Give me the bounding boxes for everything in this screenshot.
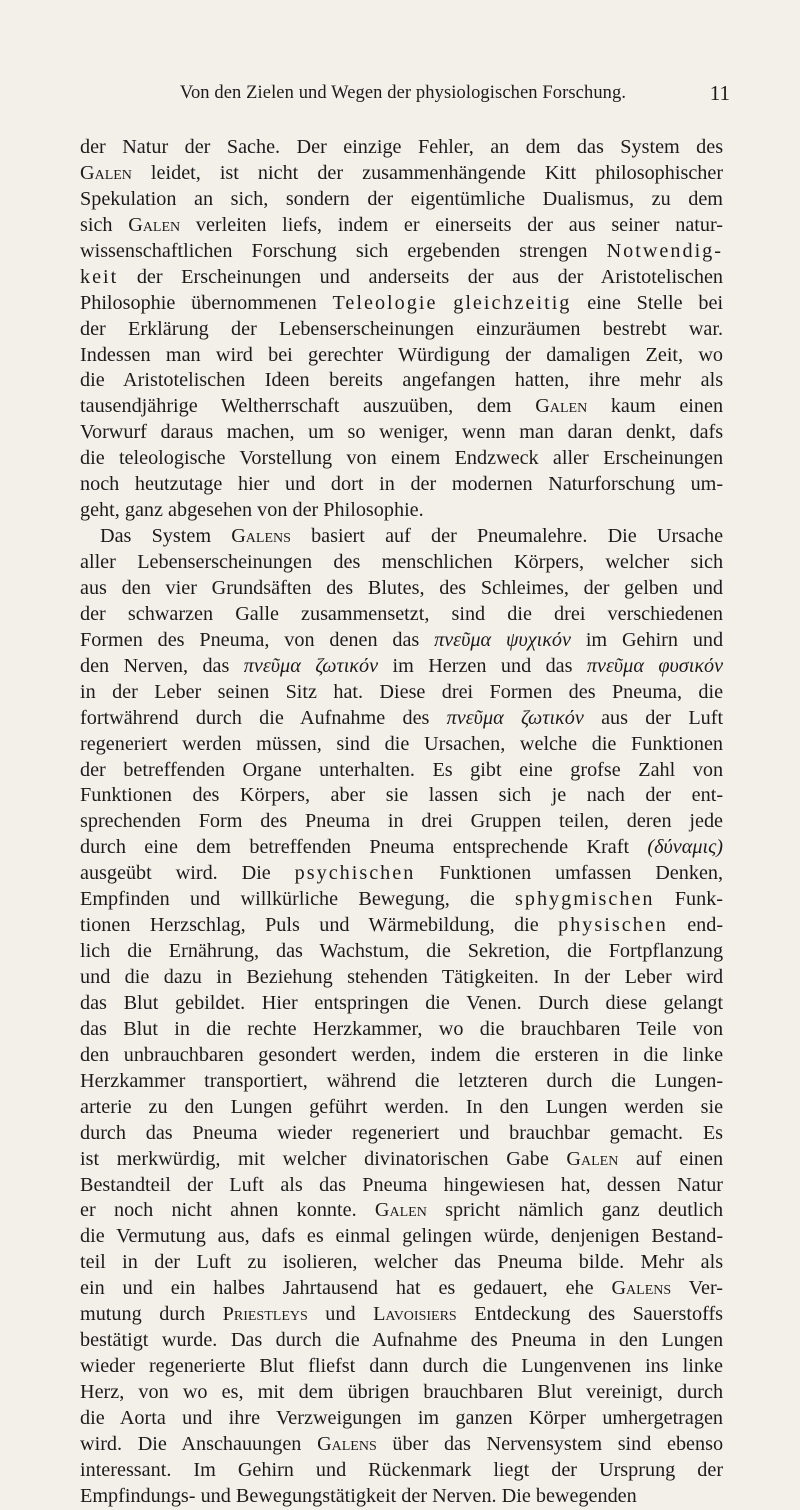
text-line: geht, ganz abgesehen von der Philosophie. — [80, 499, 424, 522]
text-line: Herz, von wo es, mit dem übrigen brauchbaren Blut vereinigt, durch — [80, 1381, 724, 1403]
text-line: die Aristotelischen Ideen bereits angefangen hatten, ihre mehr als — [80, 369, 724, 392]
text-line: interessant. Im Gehirn und Rückenmark liegt der Ursprung der — [80, 1458, 724, 1481]
text-line: wieder regenerierte Blut fliefst dann durch die Lungenvenen ins linke — [80, 1355, 724, 1378]
text-line: Herzkammer transportiert, während die letzteren durch die Lungen- — [80, 1069, 724, 1092]
text-line: der schwarzen Galle zusammensetzt, sind die drei verschiedenen — [80, 602, 724, 625]
text-line: Philosophie übernommenen Teleologie gleichzeitig eine Stelle bei — [80, 291, 724, 314]
text-line: durch eine dem betreffenden Pneuma entsprechende Kraft (δύναμις) — [80, 836, 723, 859]
text-line: Empfinden und willkürliche Bewegung, die sphygmischen Funk- — [80, 888, 724, 911]
text-line: den unbrauchbaren gesondert werden, indem die ersteren in die linke — [80, 1043, 724, 1066]
text-line: mutung durch Priestleys und Lavoisiers Entdeckung des Sauerstoffs — [80, 1303, 724, 1326]
page-number: 11 — [709, 81, 730, 105]
text-line: in der Leber seinen Sitz hat. Diese drei Formen des Pneuma, die — [80, 680, 724, 703]
text-line: ist merkwürdig, mit welcher divinatorischen Gabe Galen auf einen — [80, 1147, 724, 1170]
text-line: lich die Ernährung, das Wachstum, die Sekretion, die Fortpflanzung — [80, 940, 724, 963]
text-line: wird. Die Anschauungen Galens über das Nervensystem sind ebenso — [80, 1432, 724, 1455]
text-line: und die dazu in Beziehung stehenden Tätigkeiten. In der Leber wird — [80, 966, 724, 988]
text-line: keit der Erscheinungen und anderseits der aus der Aristotelischen — [80, 265, 724, 288]
text-line: Funktionen des Körpers, aber sie lassen sich je nach der ent- — [80, 784, 724, 807]
text-line: der Natur der Sache. Der einzige Fehler, an dem das System des — [80, 136, 724, 158]
text-line: Vorwurf daraus machen, um so weniger, wenn man daran denkt, dafs — [80, 421, 724, 444]
text-line: Formen des Pneuma, von denen das πνεῦμα ψυχικόν im Gehirn und — [80, 628, 724, 651]
text-line: arterie zu den Lungen geführt werden. In den Lungen werden sie — [80, 1095, 724, 1118]
text-line: Spekulation an sich, sondern der eigentümliche Dualismus, zu dem — [80, 187, 724, 210]
text-line: der betreffenden Organe unterhalten. Es gibt eine grofse Zahl von — [80, 758, 724, 781]
text-line: ausgeübt wird. Die psychischen Funktionen umfassen Denken, — [80, 862, 724, 885]
text-line: er noch nicht ahnen konnte. Galen spricht nämlich ganz deutlich — [80, 1199, 724, 1222]
text-line: tionen Herzschlag, Puls und Wärmebildung, die physischen end- — [80, 914, 724, 937]
text-line: sich Galen verleiten liefs, indem er einerseits der aus seiner natur- — [80, 213, 724, 236]
text-line: durch das Pneuma wieder regeneriert und brauchbar gemacht. Es — [80, 1121, 724, 1144]
text-line: die Aorta und ihre Verzweigungen im ganzen Körper umhergetragen — [80, 1406, 724, 1429]
text-line: teil in der Luft zu isolieren, welcher das Pneuma bilde. Mehr als — [80, 1251, 724, 1274]
text-line: sprechenden Form des Pneuma in drei Gruppen teilen, deren jede — [80, 810, 724, 833]
text-line: die teleologische Vorstellung von einem Endzweck aller Erscheinungen — [80, 447, 724, 470]
text-line: Galen leidet, ist nicht der zusammenhängende Kitt philosophischer — [80, 161, 724, 184]
text-line: den Nerven, das πνεῦμα ζωτικόν im Herzen und das πνεῦμα φυσικόν — [80, 654, 724, 677]
text-line: Bestandteil der Luft als das Pneuma hingewiesen hat, dessen Natur — [80, 1173, 724, 1196]
text-line: wissenschaftlichen Forschung sich ergebenden strengen Notwendig- — [80, 239, 723, 262]
text-line: Indessen man wird bei gerechter Würdigung der damaligen Zeit, wo — [80, 343, 724, 366]
text-line: Das System Galens basiert auf der Pneumalehre. Die Ursache — [100, 525, 724, 548]
body-text — [80, 135, 723, 1510]
text-line: tausendjährige Weltherrschaft auszuüben, dem Galen kaum einen — [80, 395, 724, 418]
text-line: ein und ein halbes Jahrtausend hat es gedauert, ehe Galens Ver- — [80, 1277, 724, 1300]
text-line: aus den vier Grundsäften des Blutes, des Schleimes, der gelben und — [80, 576, 723, 599]
text-line: bestätigt wurde. Das durch die Aufnahme des Pneuma in den Lungen — [80, 1329, 724, 1352]
text-line: Empfindungs- und Bewegungstätigkeit der Nerven. Die bewegenden — [80, 1484, 637, 1507]
text-line: fortwährend durch die Aufnahme des πνεῦμα ζωτικόν aus der Luft — [80, 706, 724, 729]
page-header — [123, 83, 730, 113]
text-line: der Erklärung der Lebenserscheinungen einzuräumen bestrebt war. — [80, 317, 724, 340]
text-line: die Vermutung aus, dafs es einmal gelingen würde, denjenigen Bestand- — [80, 1225, 724, 1248]
text-line: das Blut in die rechte Herzkammer, wo die brauchbaren Teile von — [80, 1017, 724, 1040]
text-line: noch heutzutage hier und dort in der modernen Naturforschung um- — [80, 473, 724, 496]
text-line: das Blut gebildet. Hier entspringen die Venen. Durch diese gelangt — [80, 991, 724, 1014]
text-line: regeneriert werden müssen, sind die Ursachen, welche die Funktionen — [80, 732, 723, 755]
text-line: aller Lebenserscheinungen des menschlichen Körpers, welcher sich — [80, 551, 724, 573]
running-title: Von den Zielen und Wegen der physiologischen Forschung. — [179, 83, 627, 103]
